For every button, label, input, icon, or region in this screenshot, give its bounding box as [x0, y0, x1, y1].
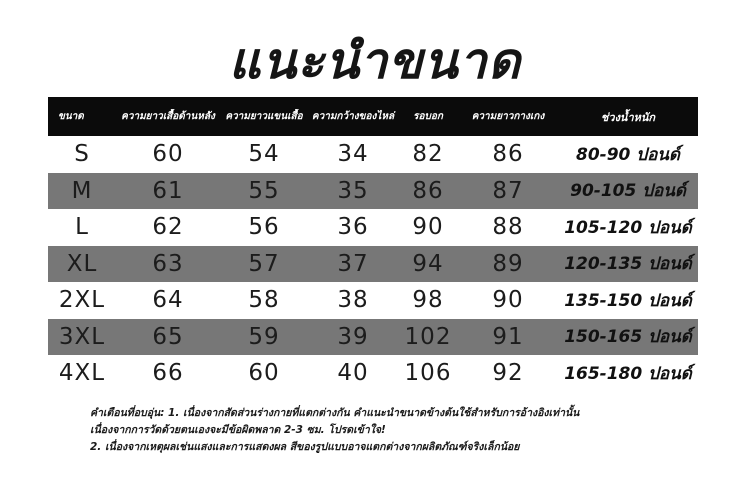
- table-row: [48, 355, 698, 392]
- header-chest: รอบอก: [413, 111, 443, 122]
- pants-length-cell: 88: [492, 214, 524, 241]
- weight-range-cell: 80-90 ปอนด์: [576, 144, 680, 165]
- pants-length-cell: 90: [492, 287, 524, 314]
- chest-cell: 106: [404, 360, 452, 387]
- header-pants-length: ความยาวกางเกง: [471, 111, 545, 122]
- table-row: [48, 319, 698, 356]
- header-shoulder-width: ความกว้างของไหล่: [311, 111, 395, 122]
- chest-cell: 94: [412, 250, 444, 277]
- shoulder-width-cell: 40: [337, 360, 369, 387]
- shoulder-width-cell: 37: [337, 250, 369, 277]
- weight-range-cell: 165-180 ปอนด์: [564, 363, 692, 384]
- warning-note-line-3: 2. เนื่องจากเหตุผลเช่นแสงและการแสดงผล สีของรูปแบบอาจแตกต่างจากผลิตภัณฑ์จริงเล็กน้อย: [90, 441, 520, 453]
- shoulder-width-cell: 38: [337, 287, 369, 314]
- table-row: [48, 173, 698, 210]
- back-length-cell: 66: [152, 360, 184, 387]
- pants-length-cell: 87: [492, 177, 524, 204]
- header-weight-range: ช่วงน้ำหนัก: [600, 110, 656, 124]
- size-cell: S: [74, 141, 90, 168]
- pants-length-cell: 89: [492, 250, 524, 277]
- chest-cell: 98: [412, 287, 444, 314]
- back-length-cell: 64: [152, 287, 184, 314]
- chest-cell: 86: [412, 177, 444, 204]
- chest-cell: 82: [412, 141, 444, 168]
- pants-length-cell: 92: [492, 360, 524, 387]
- table-row: [48, 246, 698, 283]
- size-cell: L: [75, 214, 89, 241]
- back-length-cell: 61: [152, 177, 184, 204]
- sleeve-length-cell: 60: [248, 360, 280, 387]
- header-back-length: ความยาวเสื้อด้านหลัง: [121, 111, 215, 122]
- weight-range-cell: 105-120 ปอนด์: [564, 217, 692, 238]
- sleeve-length-cell: 58: [248, 287, 280, 314]
- chest-cell: 90: [412, 214, 444, 241]
- table-row: [48, 136, 698, 173]
- sleeve-length-cell: 59: [248, 323, 280, 350]
- size-cell: 4XL: [58, 360, 106, 387]
- shoulder-width-cell: 34: [337, 141, 369, 168]
- size-cell: 2XL: [58, 287, 106, 314]
- header-sleeve-length: ความยาวแขนเสื้อ: [225, 111, 303, 122]
- warning-note-line-1: คำเตือนที่อบอุ่น: 1. เนื่องจากสัดส่วนร่างกายที่แตกต่างกัน คำแนะนำขนาดข้างต้นใช้สำหรับการอ้างอิงเท่านั้น: [90, 407, 580, 419]
- table-header-row: [48, 97, 698, 136]
- warning-note-line-2: เนื่องจากการวัดด้วยตนเองจะมีข้อผิดพลาด 2-3 ซม. โปรดเข้าใจ!: [90, 424, 386, 436]
- shoulder-width-cell: 36: [337, 214, 369, 241]
- sleeve-length-cell: 55: [248, 177, 280, 204]
- weight-range-cell: 120-135 ปอนด์: [564, 254, 692, 275]
- header-size: ขนาด: [58, 111, 84, 122]
- sleeve-length-cell: 56: [248, 214, 280, 241]
- sleeve-length-cell: 57: [248, 250, 280, 277]
- pants-length-cell: 91: [492, 323, 524, 350]
- table-row: [48, 209, 698, 246]
- back-length-cell: 63: [152, 250, 184, 277]
- weight-range-cell: 150-165 ปอนด์: [564, 327, 692, 348]
- size-cell: XL: [66, 250, 98, 277]
- back-length-cell: 65: [152, 323, 184, 350]
- chest-cell: 102: [404, 323, 452, 350]
- weight-range-cell: 90-105 ปอนด์: [570, 181, 686, 202]
- size-cell: M: [71, 177, 93, 204]
- back-length-cell: 62: [152, 214, 184, 241]
- size-cell: 3XL: [58, 323, 106, 350]
- sleeve-length-cell: 54: [248, 141, 280, 168]
- size-chart-table: [48, 97, 698, 392]
- shoulder-width-cell: 39: [337, 323, 369, 350]
- shoulder-width-cell: 35: [337, 177, 369, 204]
- table-row: [48, 282, 698, 319]
- pants-length-cell: 86: [492, 141, 524, 168]
- weight-range-cell: 135-150 ปอนด์: [564, 290, 692, 311]
- back-length-cell: 60: [152, 141, 184, 168]
- page-title: แนะนำขนาด: [228, 32, 522, 90]
